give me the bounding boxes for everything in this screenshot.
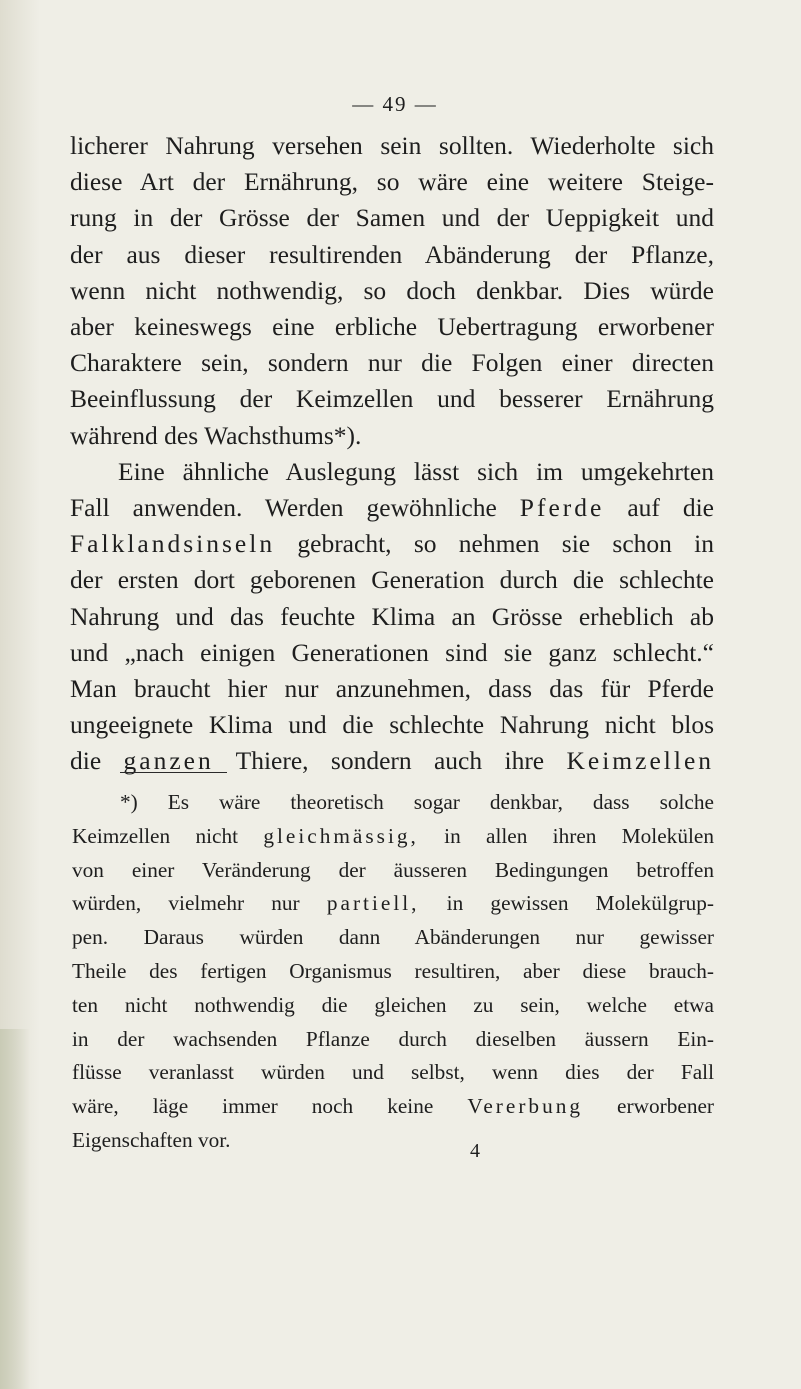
text-line: der aus dieser resultirenden Abänderung der Pflanze, (70, 239, 714, 269)
footnote-line (72, 820, 714, 854)
text-line (70, 526, 714, 562)
text-line: licherer Nahrung versehen sein sollten. Wiederholte sich (70, 131, 714, 160)
text-line: Beeinflussung der Keimzellen und besserer Ernährung (70, 384, 714, 414)
text-line: wenn nicht nothwendig, so doch denkbar. Dies würde (70, 275, 714, 305)
footnote (72, 786, 714, 1158)
text-line (70, 490, 714, 526)
text-segment: wäre, läge immer noch keine (72, 1094, 434, 1119)
text-segment: erworbener (617, 1094, 715, 1119)
page-edge-stain (0, 1029, 30, 1389)
footnote-line: von einer Veränderung der äusseren Bedingungen betroffen (72, 857, 714, 882)
footnote-line: Theile des fertigen Organismus resultiren, aber diese brauch- (72, 958, 714, 983)
text-segment: Fall anwenden. Werden gewöhnliche (70, 493, 497, 523)
footnote-line (72, 887, 714, 921)
text-segment: in gewissen Molekülgrup- (446, 891, 714, 916)
footnote-line: Eigenschaften vor. (72, 1127, 231, 1152)
spaced-word: gleichmässig, (263, 823, 419, 848)
text-line: und „nach einigen Generationen sind sie ganz schlecht.“ (70, 637, 714, 667)
text-line: rung in der Grösse der Samen und der Ueppigkeit und (70, 203, 714, 233)
text-line: Eine ähnliche Auslegung lässt sich im umgekehrten (118, 456, 714, 486)
spaced-word: Pferde (519, 493, 605, 523)
text-line: ungeeignete Klima und die schlechte Nahrung nicht blos (70, 710, 714, 740)
signature-mark: 4 (470, 1140, 480, 1162)
text-line: diese Art der Ernährung, so wäre eine weitere Steige- (70, 167, 714, 197)
text-line: Charaktere sein, sondern nur die Folgen einer directen (70, 348, 714, 378)
text-segment: die (70, 746, 102, 776)
text-segment: gebracht, so nehmen sie schon in (297, 529, 715, 559)
text-line: Nahrung und das feuchte Klima an Grösse erheblich ab (70, 601, 714, 631)
footnote-line: pen. Daraus würden dann Abänderungen nur gewisser (72, 925, 714, 950)
footnote-line: *) Es wäre theoretisch sogar denkbar, dass solche (120, 790, 714, 814)
text-segment: Thiere, sondern auch ihre (235, 746, 545, 776)
text-line: aber keineswegs eine erbliche Uebertragung erworbener (70, 312, 714, 342)
footnote-rule (120, 772, 227, 773)
spaced-word: Vererbung (467, 1094, 584, 1119)
text-segment: auf die (627, 493, 714, 523)
main-text (70, 128, 714, 780)
text-segment: würden, vielmehr nur (72, 891, 300, 916)
footnote-line (72, 1090, 714, 1124)
footnote-line: flüsse veranlasst würden und selbst, wenn dies der Fall (72, 1060, 714, 1085)
text-line: der ersten dort geborenen Generation durch die schlechte (70, 565, 714, 595)
text-segment: Keimzellen nicht (72, 823, 239, 848)
page-number: — 49 — (352, 92, 438, 116)
spaced-word: ganzen (123, 746, 214, 776)
footnote-line: ten nicht nothwendig die gleichen zu sein, welche etwa (72, 992, 714, 1017)
text-line: Man braucht hier nur anzunehmen, dass das für Pferde (70, 674, 714, 704)
text-line (70, 743, 714, 779)
text-segment: in allen ihren Molekülen (444, 823, 714, 848)
spaced-word: Keimzellen (566, 746, 715, 776)
spaced-word: partiell, (326, 891, 420, 916)
footnote-line: in der wachsenden Pflanze durch dieselben äussern Ein- (72, 1026, 714, 1051)
spaced-word: Falklandsinseln (70, 529, 276, 559)
text-line: während des Wachsthums*). (70, 420, 362, 450)
